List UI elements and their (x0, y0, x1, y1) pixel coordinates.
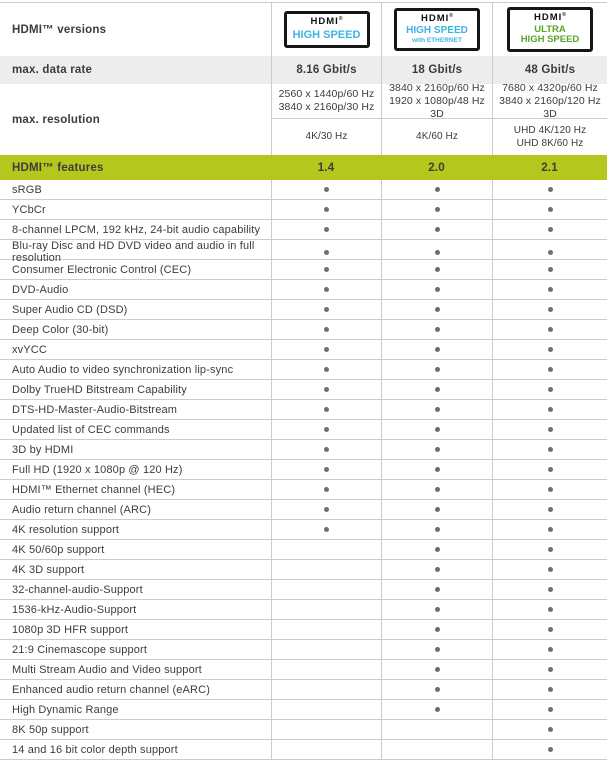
resolution-secondary: UHD 4K/120 Hz UHD 8K/60 Hz (513, 124, 587, 149)
feature-row (0, 680, 607, 700)
support-dot (435, 707, 440, 712)
support-dot (548, 427, 553, 432)
feature-label: 8K 50p support (12, 723, 89, 736)
support-dot (435, 447, 440, 452)
feature-row (0, 540, 607, 560)
support-cell-2.0 (381, 620, 492, 639)
support-cell-2.0 (381, 560, 492, 579)
support-cell-2.1 (492, 580, 607, 599)
support-dot (548, 607, 553, 612)
support-dot (324, 327, 329, 332)
support-cell-2.0 (381, 340, 492, 359)
feature-row (0, 200, 607, 220)
support-dot (435, 227, 440, 232)
support-cell-2.0 (381, 420, 492, 439)
feature-row (0, 340, 607, 360)
support-dot (435, 267, 440, 272)
support-dot (435, 647, 440, 652)
support-dot (435, 567, 440, 572)
version-number-1.4: 1.4 (317, 161, 335, 174)
support-cell-2.1 (492, 740, 607, 759)
feature-row (0, 480, 607, 500)
support-cell-1.4 (271, 320, 381, 339)
support-cell-2.1 (492, 680, 607, 699)
support-cell-2.1 (492, 300, 607, 319)
support-cell-2.1 (492, 560, 607, 579)
feature-label: 21:9 Cinemascope support (12, 643, 148, 656)
feature-label: Consumer Electronic Control (CEC) (12, 263, 192, 276)
support-cell-2.1 (492, 520, 607, 539)
support-dot (435, 327, 440, 332)
badge-cell-1 (271, 3, 381, 56)
support-dot (548, 527, 553, 532)
support-dot (435, 607, 440, 612)
support-dot (435, 367, 440, 372)
support-dot (324, 287, 329, 292)
support-dot (548, 447, 553, 452)
support-cell-2.0 (381, 200, 492, 219)
support-dot (435, 347, 440, 352)
hdmi-logo: HDMI® (421, 12, 453, 25)
support-cell-2.1 (492, 420, 607, 439)
support-dot (548, 347, 553, 352)
support-cell-2.1 (492, 440, 607, 459)
feature-label: 32-channel-audio-Support (12, 583, 143, 596)
feature-row (0, 720, 607, 740)
support-cell-2.1 (492, 320, 607, 339)
support-cell-2.1 (492, 220, 607, 239)
support-cell-2.0 (381, 320, 492, 339)
support-cell-2.0 (381, 460, 492, 479)
support-cell-1.4 (271, 340, 381, 359)
feature-label: 4K resolution support (12, 523, 120, 536)
support-cell-1.4 (271, 740, 381, 759)
feature-row (0, 700, 607, 720)
support-dot (548, 727, 553, 732)
feature-label: 14 and 16 bit color depth support (12, 743, 178, 756)
data-rate-value-3: 48 Gbit/s (492, 56, 607, 84)
resolution-label: max. resolution (12, 113, 100, 126)
badge-cell-2 (381, 3, 492, 56)
support-dot (548, 267, 553, 272)
support-cell-1.4 (271, 180, 381, 199)
support-dot (435, 487, 440, 492)
support-dot (548, 367, 553, 372)
feature-row (0, 500, 607, 520)
feature-label: YCbCr (12, 203, 46, 216)
feature-label: Multi Stream Audio and Video support (12, 663, 202, 676)
feature-row (0, 420, 607, 440)
support-dot (435, 307, 440, 312)
support-cell-1.4 (271, 280, 381, 299)
support-cell-2.0 (381, 580, 492, 599)
feature-label: Blu-ray Disc and HD DVD video and audio in full resolution (12, 240, 255, 264)
support-dot (324, 227, 329, 232)
feature-row (0, 620, 607, 640)
support-dot (548, 587, 553, 592)
feature-row (0, 360, 607, 380)
support-cell-2.0 (381, 740, 492, 759)
support-cell-2.1 (492, 500, 607, 519)
hdmi-logo: HDMI® (534, 12, 566, 24)
support-cell-2.0 (381, 640, 492, 659)
support-cell-1.4 (271, 620, 381, 639)
feature-label: Audio return channel (ARC) (12, 503, 152, 516)
feature-label: Deep Color (30-bit) (12, 323, 109, 336)
support-cell-2.1 (492, 720, 607, 739)
support-cell-1.4 (271, 380, 381, 399)
support-cell-2.0 (381, 660, 492, 679)
support-dot (324, 387, 329, 392)
support-dot (548, 307, 553, 312)
support-dot (548, 567, 553, 572)
support-dot (435, 287, 440, 292)
feature-row (0, 180, 607, 200)
support-dot (435, 547, 440, 552)
feature-label: DVD-Audio (12, 283, 69, 296)
support-cell-2.0 (381, 280, 492, 299)
support-dot (435, 507, 440, 512)
support-cell-2.1 (492, 480, 607, 499)
support-dot (435, 207, 440, 212)
data-rate-value-1: 8.16 Gbit/s (271, 56, 381, 84)
feature-row (0, 380, 607, 400)
support-cell-1.4 (271, 500, 381, 519)
badge-speed-label: HIGH SPEED (406, 24, 468, 36)
feature-label: sRGB (12, 183, 42, 196)
support-cell-1.4 (271, 440, 381, 459)
data-rate-label: max. data rate (12, 64, 93, 76)
support-cell-2.0 (381, 680, 492, 699)
feature-row (0, 260, 607, 280)
support-cell-2.0 (381, 520, 492, 539)
support-cell-1.4 (271, 580, 381, 599)
support-dot (548, 547, 553, 552)
support-dot (435, 187, 440, 192)
data-rate-value-2: 18 Gbit/s (381, 56, 492, 84)
support-cell-1.4 (271, 200, 381, 219)
support-cell-2.1 (492, 280, 607, 299)
support-cell-2.1 (492, 700, 607, 719)
hdmi-comparison-table (0, 2, 607, 760)
feature-row (0, 520, 607, 540)
support-dot (548, 407, 553, 412)
support-cell-2.0 (381, 180, 492, 199)
support-dot (548, 647, 553, 652)
support-dot (324, 407, 329, 412)
feature-rows-container (0, 180, 607, 760)
support-cell-1.4 (271, 260, 381, 279)
badge-speed-label: HIGH SPEED (292, 28, 361, 41)
version-number-2.1: 2.1 (541, 161, 558, 174)
support-dot (548, 287, 553, 292)
support-cell-1.4 (271, 660, 381, 679)
feature-label: 4K 3D support (12, 563, 85, 576)
versions-row (0, 3, 607, 56)
feature-label: Dolby TrueHD Bitstream Capability (12, 383, 187, 396)
feature-label: xvYCC (12, 343, 47, 356)
support-dot (548, 687, 553, 692)
resolution-primary: 3840 x 2160p/60 Hz 1920 x 1080p/48 Hz 3D (382, 85, 492, 119)
support-cell-2.0 (381, 440, 492, 459)
feature-row (0, 740, 607, 760)
feature-row (0, 640, 607, 660)
resolution-secondary: 4K/30 Hz (305, 131, 348, 142)
support-cell-2.1 (492, 640, 607, 659)
features-header-label: HDMI™ features (12, 161, 104, 174)
resolution-cell-3 (492, 81, 607, 155)
feature-label: 4K 50/60p support (12, 543, 105, 556)
feature-label: 1080p 3D HFR support (12, 623, 129, 636)
feature-row (0, 300, 607, 320)
support-dot (435, 667, 440, 672)
support-cell-1.4 (271, 540, 381, 559)
support-cell-2.1 (492, 360, 607, 379)
support-dot (435, 527, 440, 532)
support-cell-2.1 (492, 600, 607, 619)
support-dot (324, 467, 329, 472)
badge-cell-3 (492, 3, 607, 56)
support-cell-2.0 (381, 600, 492, 619)
feature-row (0, 440, 607, 460)
badge-speed-label: HIGH SPEED (520, 34, 580, 46)
support-dot (324, 267, 329, 272)
support-cell-2.1 (492, 660, 607, 679)
support-dot (324, 507, 329, 512)
hdmi-ultra-high-speed-badge (507, 7, 593, 52)
support-dot (324, 187, 329, 192)
support-cell-2.1 (492, 620, 607, 639)
support-dot (548, 667, 553, 672)
support-dot (548, 387, 553, 392)
feature-row (0, 220, 607, 240)
support-dot (324, 347, 329, 352)
feature-row (0, 280, 607, 300)
version-number-2.0: 2.0 (428, 161, 445, 174)
support-dot (548, 327, 553, 332)
feature-row (0, 580, 607, 600)
support-cell-1.4 (271, 300, 381, 319)
versions-label: HDMI™ versions (12, 23, 107, 36)
support-dot (324, 367, 329, 372)
feature-label: 3D by HDMI (12, 443, 74, 456)
support-cell-2.0 (381, 700, 492, 719)
support-cell-2.0 (381, 480, 492, 499)
support-cell-2.1 (492, 260, 607, 279)
support-dot (324, 207, 329, 212)
support-dot (548, 747, 553, 752)
badge-ultra-label: ULTRA (534, 23, 566, 35)
support-cell-1.4 (271, 680, 381, 699)
support-cell-1.4 (271, 460, 381, 479)
feature-row (0, 600, 607, 620)
feature-label: Super Audio CD (DSD) (12, 303, 128, 316)
resolution-secondary: 4K/60 Hz (416, 131, 458, 142)
support-cell-2.0 (381, 540, 492, 559)
support-dot (435, 587, 440, 592)
support-dot (435, 407, 440, 412)
support-dot (548, 227, 553, 232)
support-dot (548, 187, 553, 192)
support-cell-2.0 (381, 220, 492, 239)
support-cell-2.0 (381, 720, 492, 739)
support-dot (548, 507, 553, 512)
feature-label: Full HD (1920 x 1080p @ 120 Hz) (12, 463, 183, 476)
support-cell-1.4 (271, 520, 381, 539)
hdmi-high-speed-ethernet-badge (394, 8, 480, 51)
support-cell-2.1 (492, 180, 607, 199)
support-cell-2.1 (492, 400, 607, 419)
feature-label: Auto Audio to video synchronization lip-sync (12, 363, 234, 376)
support-cell-1.4 (271, 480, 381, 499)
data-rate-row (0, 56, 607, 84)
resolution-primary: 2560 x 1440p/60 Hz 3840 x 2160p/30 Hz (272, 85, 381, 119)
feature-row (0, 460, 607, 480)
feature-label: Enhanced audio return channel (eARC) (12, 683, 211, 696)
support-dot (435, 387, 440, 392)
support-cell-1.4 (271, 560, 381, 579)
support-cell-2.1 (492, 340, 607, 359)
support-cell-2.0 (381, 260, 492, 279)
support-dot (435, 687, 440, 692)
feature-label: HDMI™ Ethernet channel (HEC) (12, 483, 176, 496)
support-dot (324, 307, 329, 312)
support-dot (324, 447, 329, 452)
support-dot (324, 487, 329, 492)
support-dot (548, 487, 553, 492)
hdmi-high-speed-badge (284, 11, 370, 48)
support-dot (324, 527, 329, 532)
resolution-row (0, 81, 607, 155)
support-cell-2.1 (492, 460, 607, 479)
support-cell-2.1 (492, 380, 607, 399)
feature-label: DTS-HD-Master-Audio-Bitstream (12, 403, 178, 416)
badge-ethernet-label: with ETHERNET (412, 36, 462, 44)
support-dot (548, 627, 553, 632)
support-cell-1.4 (271, 600, 381, 619)
support-dot (548, 207, 553, 212)
support-cell-2.1 (492, 540, 607, 559)
support-dot (435, 467, 440, 472)
feature-label: Updated list of CEC commands (12, 423, 170, 436)
support-dot (435, 250, 440, 255)
support-dot (435, 627, 440, 632)
support-dot (548, 250, 553, 255)
feature-row (0, 560, 607, 580)
support-dot (324, 250, 329, 255)
resolution-primary: 7680 x 4320p/60 Hz 3840 x 2160p/120 Hz 3D (493, 85, 607, 119)
support-cell-2.0 (381, 360, 492, 379)
hdmi-logo: HDMI® (310, 16, 343, 28)
support-dot (548, 467, 553, 472)
feature-label: 8-channel LPCM, 192 kHz, 24-bit audio capability (12, 223, 261, 236)
resolution-cell-2 (381, 81, 492, 155)
support-cell-1.4 (271, 400, 381, 419)
support-dot (324, 427, 329, 432)
support-cell-1.4 (271, 220, 381, 239)
support-cell-1.4 (271, 640, 381, 659)
features-header-row (0, 155, 607, 180)
support-cell-2.1 (492, 200, 607, 219)
support-cell-1.4 (271, 700, 381, 719)
feature-row (0, 660, 607, 680)
support-dot (435, 427, 440, 432)
support-cell-2.0 (381, 380, 492, 399)
support-cell-2.0 (381, 400, 492, 419)
support-cell-1.4 (271, 420, 381, 439)
feature-row (0, 320, 607, 340)
feature-row (0, 400, 607, 420)
resolution-cell-1 (271, 84, 381, 155)
support-cell-1.4 (271, 360, 381, 379)
support-cell-1.4 (271, 720, 381, 739)
support-dot (548, 707, 553, 712)
support-cell-2.0 (381, 500, 492, 519)
feature-label: 1536-kHz-Audio-Support (12, 603, 137, 616)
support-cell-2.0 (381, 300, 492, 319)
feature-row (0, 240, 607, 264)
feature-label: High Dynamic Range (12, 703, 119, 716)
